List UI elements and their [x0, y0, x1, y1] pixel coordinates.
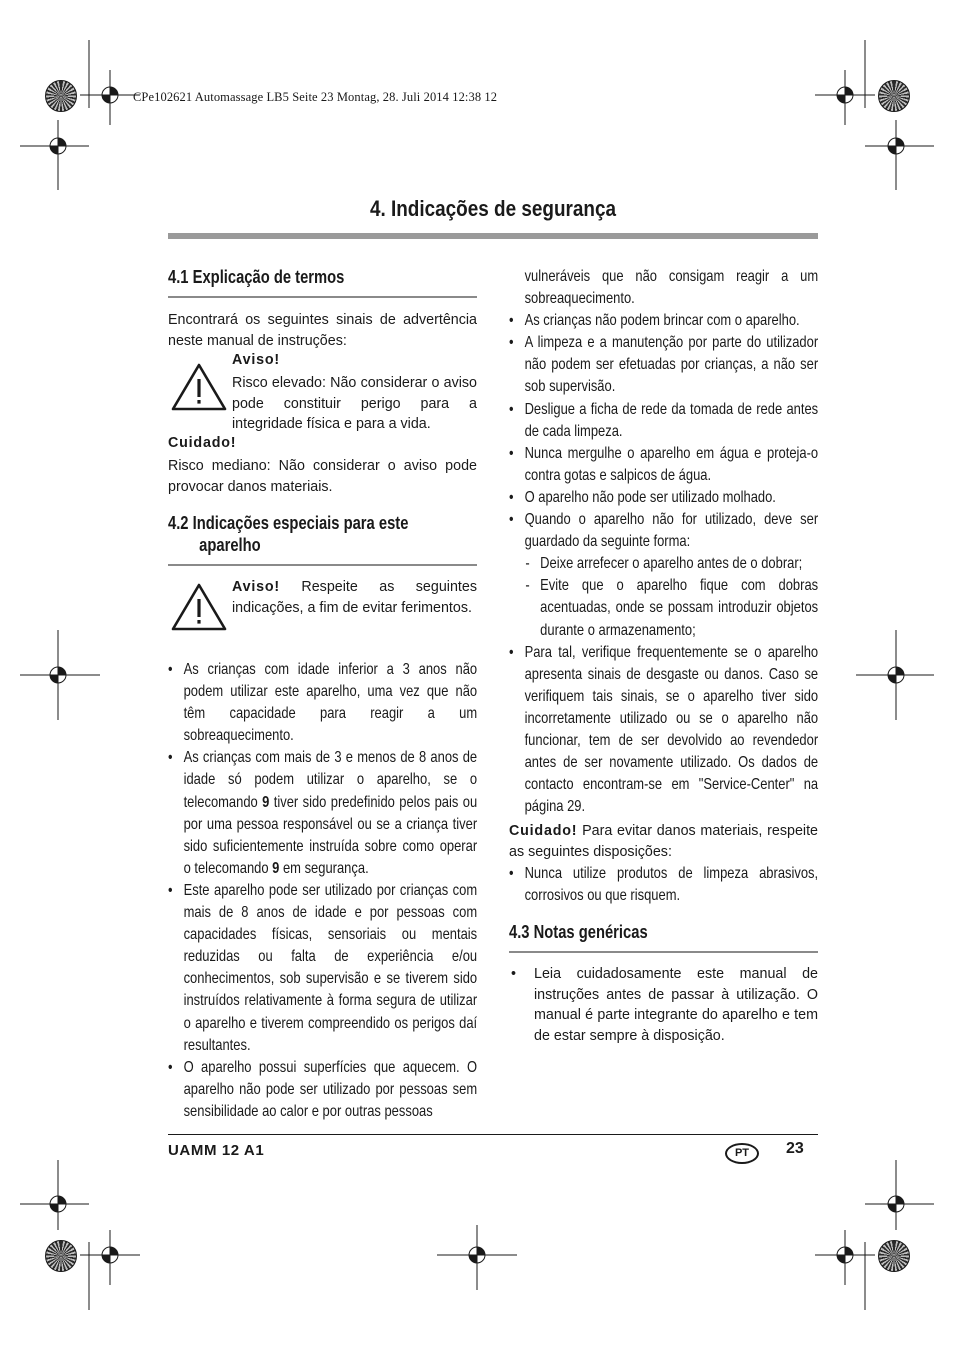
bullet-list-right: [509, 266, 886, 818]
bullet-list-generic: [509, 964, 818, 1047]
list-item: • A limpeza e a manutenção por parte do utilizador não podem ser efetuadas por crianças, a não ser sob supervisão.: [509, 332, 818, 398]
remote-number: 9: [272, 859, 280, 877]
cuidado-label: Cuidado!: [168, 435, 237, 451]
list-item: [509, 509, 818, 642]
list-item-text: Quando o aparelho não for utilizado, deve ser guardado da seguinte forma:: [524, 511, 819, 551]
list-item: • Para tal, verifique frequentemente se o aparelho apresenta sinais de desgaste ou danos. Caso se verifiquem tais sinais, se o aparelho tiver sido incorretamente utilizado ou se o aparelho não funcionar, tem de ser devolvido ao revendedor antes de ser novamente utilizado. Os dados de contacto encontram-se em "Service-Center" na página 29.: [509, 642, 818, 819]
bullet-list-left: [168, 659, 545, 1123]
page-number: 23: [786, 1140, 804, 1157]
list-item: • Desligue a ficha de rede da tomada de rede antes de cada limpeza.: [509, 399, 818, 443]
list-item-continuation: vulneráveis que não consigam reagir a um sobreaquecimento.: [524, 268, 819, 308]
list-item: • Este aparelho pode ser utilizado por crianças com mais de 8 anos de idade e por pessoas com capacidades físicas, sensoriais ou mentais reduzidas ou falta de experiência e/ou conhecimentos, sob supervisão e se tiverem sido instruídos relativamente à forma segura de utilizar o aparelho e tiverem compreendido os perigos daí resultantes.: [168, 880, 477, 1057]
list-item: • As crianças com mais de 3 e menos de 8 anos de idade só podem utilizar o aparelho, se o telecomando 9 tiver sido predefinido pelos pais ou por uma pessoa responsável ou se a criança tiver sido suficientemente instruída sobre como operar o telecomando 9 em segurança.: [168, 747, 477, 880]
warning-triangle-icon: [170, 582, 228, 632]
list-item: • As crianças com idade inferior a 3 anos não podem utilizar este aparelho, uma vez que não têm capacidade para reagir a um sobreaquecimento.: [168, 659, 477, 747]
print-slug: CPe102621 Automassage LB5 Seite 23 Montag, 28. Juli 2014 12:38 12: [133, 90, 498, 104]
section-heading-line: 4.2 Indicações especiais para este: [168, 513, 409, 533]
section-heading: [168, 512, 408, 556]
list-item: • Nunca utilize produtos de limpeza abrasivos, corrosivos ou que risquem.: [509, 863, 818, 907]
sub-list-item: - Evite que o aparelho fique com dobras acentuadas, onde se possam introduzir objetos durante o armazenamento;: [525, 575, 819, 641]
section-divider: [168, 564, 477, 566]
aviso-label: Aviso!: [232, 352, 280, 368]
list-item: • Nunca mergulhe o aparelho em água e proteja-o contra gotas e salpicos de água.: [509, 443, 818, 487]
bullet-icon: •: [511, 966, 517, 982]
warning-triangle-icon: [170, 362, 228, 412]
footer-divider: [168, 1134, 818, 1135]
remote-number: 9: [262, 793, 270, 811]
language-badge: PT: [725, 1143, 759, 1164]
aviso-label: Aviso!: [232, 579, 280, 595]
list-item: • O aparelho não pode ser utilizado molhado.: [509, 487, 818, 509]
section-heading: 4.3 Notas genéricas: [509, 922, 648, 942]
list-item: • As crianças não podem brincar com o aparelho.: [509, 310, 818, 332]
section-divider: [509, 951, 818, 953]
cuidado-label: Cuidado!: [509, 823, 578, 839]
intro-text: Encontrará os seguintes sinais de advertência neste manual de instruções:: [168, 312, 477, 349]
bullet-list-cuidado: [509, 863, 886, 907]
list-item-text: Leia cuidadosamente este manual de instruções antes de passar à utilização. O manual é parte integrante do aparelho e tem de estar sempre à disposição.: [534, 966, 818, 1045]
aviso-description: Respeite as seguintes indicações, a fim de evitar ferimentos.: [232, 579, 477, 616]
list-item: [509, 964, 818, 1047]
section-heading: 4.1 Explicação de termos: [168, 267, 345, 287]
section-divider: [168, 296, 477, 298]
model-number: UAMM 12 A1: [168, 1142, 265, 1159]
cuidado-description: Para evitar danos materiais, respeite as seguintes disposições:: [509, 823, 818, 860]
section-heading-line: aparelho: [199, 535, 261, 555]
cuidado-block: [509, 821, 818, 862]
page-title: 4. Indicações de segurança: [369, 196, 617, 221]
aviso-block: [232, 577, 477, 618]
title-divider: [168, 233, 818, 239]
sub-list-item: - Deixe arrefecer o aparelho antes de o dobrar;: [525, 553, 819, 575]
list-item: • O aparelho possui superfícies que aquecem. O aparelho não pode ser utilizado por pessoas sem sensibilidade ao calor e por outras pessoas: [168, 1057, 477, 1123]
aviso-description: Risco elevado: Não considerar o aviso pode constituir perigo para a integridade física e para a vida.: [232, 375, 477, 433]
cuidado-description: Risco mediano: Não considerar o aviso pode provocar danos materiais.: [168, 458, 477, 495]
